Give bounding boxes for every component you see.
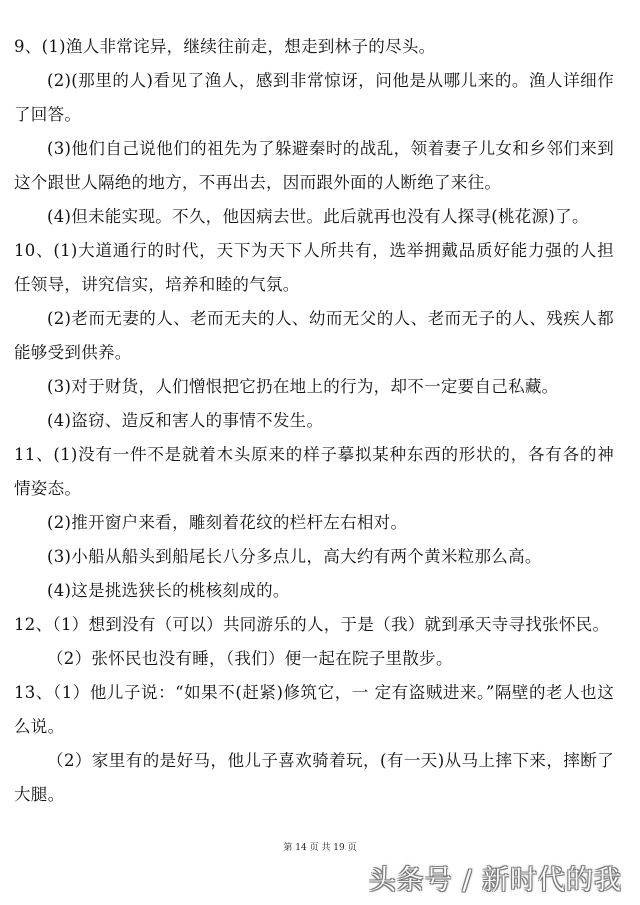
paragraph-12-1: 12、（1）想到没有（可以）共同游乐的人，于是（我）就到承天寺寻找张怀民。 — [14, 615, 610, 634]
watermark: 头条号 / 新时代的我 — [368, 865, 622, 896]
paragraph-10-1: 10、(1)大道通行的时代，天下为天下人所共有，选举拥戴品质好能力强的人担任领导，讲究信实，培养和睦的气氛。 — [14, 241, 614, 294]
paragraph-10-2: (2)老而无妻的人、老而无夫的人、幼而无父的人、老而无子的人、残疾人都能够受到供养。 — [14, 309, 614, 362]
paragraph-10-3: (3)对于财货，人们憎恨把它扔在地上的行为，却不一定要自己私藏。 — [47, 377, 559, 396]
paragraph-11-4: (4)这是挑选狭长的桃核刻成的。 — [47, 581, 290, 600]
paragraph-9-3: (3)他们自己说他们的祖先为了躲避秦时的战乱，领着妻子儿女和乡邻们来到这个跟世人隔绝的地方，不再出去，因而跟外面的人断绝了来往。 — [14, 139, 614, 192]
paragraph-9-4: (4)但未能实现。不久，他因病去世。此后就再也没有人探寻(桃花源)了。 — [47, 207, 589, 226]
paragraph-11-2: (2)推开窗户来看，雕刻着花纹的栏杆左右相对。 — [47, 513, 408, 532]
page-footer: 第 14 页 共 19 页 — [283, 843, 357, 853]
paragraph-11-3: (3)小船从船头到船尾长八分多点儿，高大约有两个黄米粒那么高。 — [47, 547, 542, 566]
paragraph-10-4: (4)盗窃、造反和害人的事情不发生。 — [47, 411, 324, 430]
paragraph-13-2: （2）家里有的是好马，他儿子喜欢骑着玩，(有一天)从马上摔下来，摔断了大腿。 — [14, 751, 614, 804]
paragraph-12-2: （2）张怀民也没有睡，（我们）便一起在院子里散步。 — [47, 649, 453, 668]
answer-content — [14, 30, 614, 812]
paragraph-9-1: 9、(1)渔人非常诧异，继续往前走，想走到林子的尽头。 — [14, 37, 436, 56]
paragraph-9-2: (2)(那里的人)看见了渔人，感到非常惊讶，问他是从哪儿来的。渔人详细作了回答。 — [14, 71, 614, 124]
paragraph-11-1: 11、(1)没有一件不是就着木头原来的样子摹拟某种东西的形状的，各有各的神情姿态。 — [14, 445, 614, 498]
paragraph-13-1: 13、（1）他儿子说：“如果不(赶紧)修筑它，一 定有盗贼进来。”隔壁的老人也这么说。 — [14, 683, 614, 736]
